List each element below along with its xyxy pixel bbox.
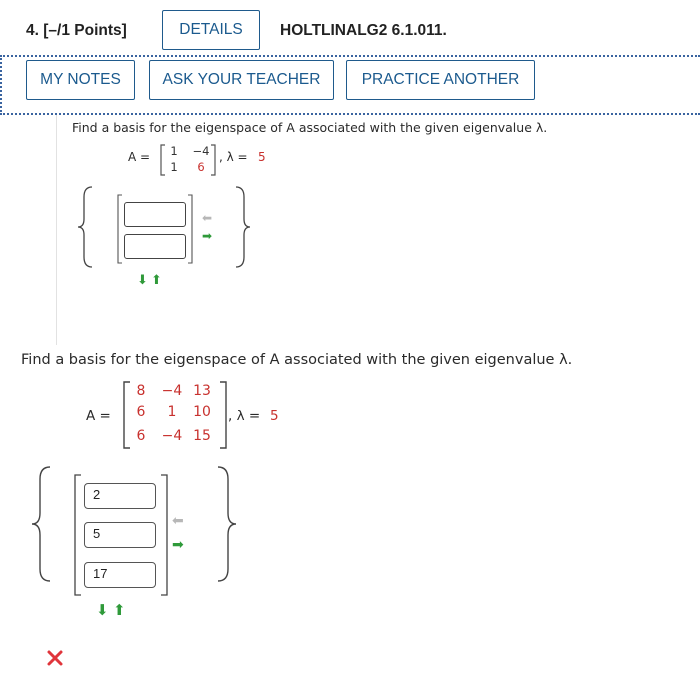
question-eigen-label: , λ =	[228, 408, 261, 424]
question-matrix-label: A =	[86, 408, 111, 424]
answer-input-3[interactable]: 17	[84, 562, 156, 588]
question-matrix-cell: −4	[161, 428, 183, 444]
question-matrix-cell: 8	[136, 383, 146, 399]
up-arrow-icon[interactable]: ⬆	[113, 601, 126, 619]
example-right-brace	[232, 185, 252, 269]
example-matrix-cell: −4	[192, 144, 210, 158]
answer-input-1[interactable]: 2	[84, 483, 156, 509]
example-matrix-cell: 1	[170, 144, 178, 158]
question-matrix-cell: 15	[193, 428, 211, 444]
example-answer-input-2[interactable]	[124, 234, 186, 259]
question-left-brace	[30, 465, 54, 583]
question-eigenvalue: 5	[270, 408, 279, 424]
question-matrix-cell: 13	[193, 383, 211, 399]
example-left-brace	[76, 185, 96, 269]
example-eigenvalue: 5	[258, 150, 266, 164]
my-notes-button[interactable]: MY NOTES	[26, 60, 135, 100]
left-arrow-icon[interactable]: ⬅	[172, 513, 184, 529]
right-arrow-icon[interactable]: ➡	[172, 537, 184, 553]
question-matrix-cell: 6	[136, 404, 146, 420]
down-arrow-icon[interactable]: ⬇	[96, 601, 109, 619]
example-prompt: Find a basis for the eigenspace of A associated with the given eigenvalue λ.	[72, 120, 548, 135]
up-arrow-icon[interactable]: ⬆	[151, 273, 162, 288]
example-eigen-label: , λ =	[219, 150, 248, 164]
ask-your-teacher-button[interactable]: ASK YOUR TEACHER	[149, 60, 334, 100]
practice-another-button[interactable]: PRACTICE ANOTHER	[346, 60, 535, 100]
example-matrix-cell: 6	[197, 160, 205, 174]
panel-bottom-border	[0, 113, 700, 115]
example-frame-line	[56, 115, 57, 345]
panel-top-border	[0, 55, 700, 57]
question-matrix-cell: 1	[167, 404, 177, 420]
question-prompt: Find a basis for the eigenspace of A associated with the given eigenvalue λ.	[21, 352, 573, 368]
example-answer-input-1[interactable]	[124, 202, 186, 227]
question-number: 4.	[26, 22, 39, 39]
down-arrow-icon[interactable]: ⬇	[137, 273, 148, 288]
example-matrix-cell: 1	[170, 160, 178, 174]
question-matrix-cell: 10	[193, 404, 211, 420]
question-matrix-cell: 6	[136, 428, 146, 444]
answer-input-2[interactable]: 5	[84, 522, 156, 548]
question-header	[26, 22, 127, 40]
problem-id: HOLTLINALG2 6.1.011.	[280, 22, 447, 39]
example-matrix-label: A =	[128, 150, 151, 164]
right-arrow-icon[interactable]: ➡	[202, 229, 213, 243]
panel-left-border	[0, 55, 2, 115]
details-button[interactable]: DETAILS	[162, 10, 260, 50]
question-points: [–/1 Points]	[43, 22, 127, 39]
question-right-brace	[214, 465, 238, 583]
question-matrix-cell: −4	[161, 383, 183, 399]
left-arrow-icon[interactable]: ⬅	[202, 211, 213, 225]
x-mark-icon	[46, 649, 64, 667]
